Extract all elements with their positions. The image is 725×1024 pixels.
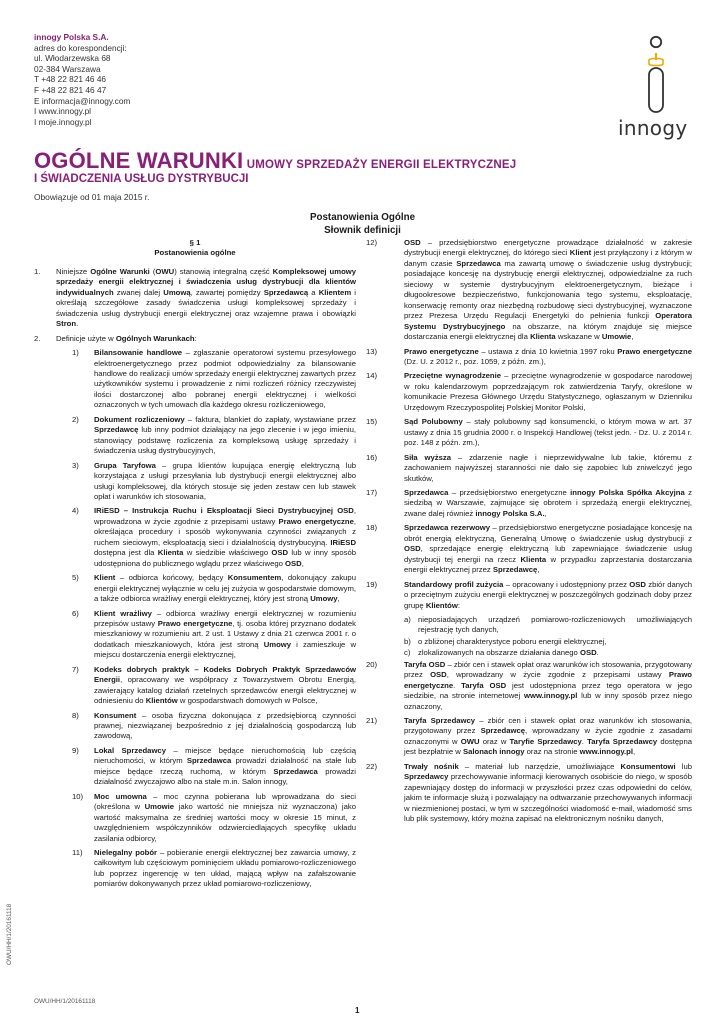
document-title [34, 148, 516, 185]
page-number: 1 [355, 1006, 360, 1015]
paragraph-text: Lokal Sprzedawcy – miejsce będące nieruchomością lub częścią nieruchomości, w którym Sprzedawca prowadzi działalność na stałe lub miejsce będące rzeczą ruchomą, w którym Sprzedawca prowadzi działalność zwyczajowo albo na stałe m.in. Salon innogy, [94, 745, 357, 787]
address-line: adres do korespondencji: [34, 42, 127, 53]
heading-definitions: Słownik definicji [324, 225, 401, 236]
paragraph [56, 609, 356, 661]
side-document-code: OWU/HH/1/20161118 [6, 903, 13, 965]
paragraph-text: OSD – przedsiębiorstwo energetyczne prowadzące działalność w zakresie dystrybucji energii elektrycznej, do którego sieci Klient jest przyłączony i z którym w danym czasie Sprzedawca ma zawartą umowę o świadczenie usług dystrybucji; posiadające koncesję na dystrybucję energii elektrycznej, odpowiedzialne za ruch sieciowy w systemie dystrybucyjnym elektroenergetycznym, bieżące i długookresowe bezpieczeństwo, funkcjonowania tego systemu, eksploatację, konserwację remonty oraz niezbędną rozbudowę sieci dystrybucyjnej, wyznaczone przez Prezesa Urzędu Regulacji Energetyki do pełnienia funkcji Operatora Systemu Dystrybucyjnego na obszarze, na którym znajduje się miejsce dostarczania energii elektrycznej dla Klienta wskazane w Umowie, [404, 238, 693, 342]
left-paragraphs [34, 267, 356, 890]
logo-mark-icon [616, 34, 696, 116]
address-line: I www.innogy.pl [34, 106, 92, 117]
paragraph [56, 848, 356, 890]
paragraph-number: b) [404, 636, 411, 646]
paragraph [404, 615, 692, 636]
paragraph-text: Definicje użyte w Ogólnych Warunkach: [56, 333, 197, 343]
paragraph [366, 523, 692, 575]
column-right [366, 238, 692, 829]
paragraph [366, 660, 692, 712]
paragraph [56, 506, 356, 569]
paragraph-text: Sprzedawca – przedsiębiorstwo energetyczne innogy Polska Spółka Akcyjna z siedzibą w Warszawie, zajmujące się obrotem i sprzedażą energii elektrycznej, zwane dalej również innogy Polska S.A., [404, 487, 692, 518]
innogy-logo [616, 34, 696, 144]
paragraph [56, 415, 356, 457]
paragraph-number: 7) [72, 664, 79, 674]
paragraph-number: 6) [72, 608, 79, 618]
title-sub: UMOWY SPRZEDAŻY ENERGII ELEKTRYCZNEJ [243, 159, 517, 171]
paragraph [56, 573, 356, 604]
paragraph-number: 15) [366, 417, 378, 427]
paragraph-number: 9) [72, 745, 79, 755]
paragraph [34, 334, 356, 344]
paragraph-text: Siła wyższa – zdarzenie nagłe i nieprzewidywalne lub takie, któremu z zachowaniem najwyższej staranności nie dało się zapobiec lub zniwelczyć jego skutków, [404, 452, 692, 483]
paragraph-number: 21) [366, 716, 378, 726]
paragraph [366, 580, 692, 611]
paragraph-text: Klient wrażliwy – odbiorca wrażliwy energii elektrycznej w rozumieniu przepisów ustawy Prawo energetyczne, tj. osoba której przyznano dodatek mieszkaniowy w rozumieniu art. 2 ust. 1 Ustawy z dnia 21 czerwca 2001 r. o dodatkach mieszkaniowych, która jest stroną Umowy i zamieszkuje w miejscu dostarczenia energii elektrycznej, [94, 608, 357, 660]
footer-document-code: OWU/HH/1/20161118 [34, 998, 96, 1005]
paragraph-number: 17) [366, 487, 378, 497]
paragraph-number: 5) [72, 573, 79, 583]
section-number: § 1 [189, 238, 201, 247]
address-line: F +48 22 821 46 47 [34, 84, 107, 95]
title-main: OGÓLNE WARUNKI [34, 148, 244, 173]
paragraph-number: 10) [72, 791, 84, 801]
paragraph-text: nieposiadających urządzeń pomiarowo-rozliczeniowych umożliwiających rejestrację tych danych, [418, 614, 692, 635]
section-name: Postanowienia ogólne [154, 248, 236, 258]
paragraph [56, 711, 356, 742]
paragraph [34, 267, 356, 330]
paragraph-text: Przeciętne wynagrodzenie – przeciętne wynagrodzenie w gospodarce narodowej w roku kalendarzowym poprzedzającym rok zatwierdzenia Taryfy, określone w komunikacie Prezesa Głównego Urzędu Statystycznego, ogłaszanym w Dzienniku Urzędowym Rzeczypospolitej Polskiej Monitor Polski, [404, 371, 693, 412]
paragraph-text: Standardowy profil zużycia – opracowany i udostępniony przez OSD zbiór danych o przeciętnym zużyciu energii elektrycznej w poszczególnych godzinach doby przez grupę Klientów: [404, 579, 692, 610]
paragraph-number: 19) [366, 579, 378, 589]
paragraph [366, 488, 692, 519]
paragraph-number: 1) [72, 348, 79, 358]
paragraph [56, 348, 356, 411]
paragraph-text: Grupa Taryfowa – grupa klientów kupująca energię elektryczną lub korzystająca z usługi przesyłania lub dystrybucji energii elektrycznej albo usługi kompleksowej, dla których stosuje się jeden zestaw cen lub stawek opłat i warunków ich stosowania, [94, 460, 357, 501]
paragraph-text: Nielegalny pobór – pobieranie energii elektrycznej bez zawarcia umowy, z całkowitym lub częściowym pominięciem układu pomiarowo-rozliczeniowego lub poprzez ingerencję w ten układ, mającą wpływ na zafałszowanie pomiarów dokonywanych przez układ pomiarowo-rozliczeniowy, [94, 848, 356, 889]
paragraph-text: Niniejsze Ogólne Warunki (OWU) stanowią integralną część Kompleksowej umowy sprzedaży energii elektrycznej i świadczenia usług dystrybucji dla klientów indywidualnych zwanej dalej Umową, zawartej pomiędzy Sprzedawcą a Klientem i określają szczegółowe zasady świadczenia usługi kompleksowej sprzedaży i świadczenia usług dystrybucji energii elektrycznej oraz wzajemne prawa i obowiązki Stron. [56, 266, 357, 329]
paragraph-number: 22) [366, 761, 378, 771]
paragraph [56, 461, 356, 503]
paragraph-text: Klient – odbiorca końcowy, będący Konsumentem, dokonujący zakupu energii elektrycznej wyłącznie w celu jej zużycia w gospodarstwie domowym, a także odbiorca wrażliwy energii elektrycznej, który jest stroną Umowy, [94, 573, 356, 604]
address-block [34, 32, 130, 127]
paragraph-text: o zbliżonej charakterystyce poboru energii elektrycznej, [418, 636, 607, 646]
address-line: ul. Włodarzewska 68 [34, 53, 111, 64]
paragraph-number: 11) [72, 848, 83, 858]
paragraph-text: Bilansowanie handlowe – zgłaszanie operatorowi systemu przesyłowego elektroenergetycznego przez podmiot odpowiedzialny za bilansowanie handlowe do realizacji umów sprzedaży energii elektrycznej zawartych przez użytkowników systemu i prowadzenie z nimi rozliczeń różnicy rzeczywistej ilości dostarczonej albo pobranej energii elektrycznej i wielkości oznaczonych w tych umowach dla każdego okresu rozliczeniowego, [94, 348, 357, 410]
heading-general-provisions: Postanowienia Ogólne [309, 212, 416, 223]
paragraph-text: Taryfa OSD – zbiór cen i stawek opłat oraz warunków ich stosowania, przygotowany przez OSD, wprowadzany w życie zgodnie z przepisami ustawy Prawo energetyczne. Taryfa OSD jest udostępniona przez tego operatora w jego siedzibie, na stronie internetowej www.innogy.pl lub w inny sposób przez niego oznaczony, [404, 659, 692, 711]
paragraph [56, 792, 356, 844]
paragraph-text: Sąd Polubowny – stały polubowny sąd konsumencki, o którym mowa w art. 37 ustawy z dnia 15 grudnia 2000 r. o Inspekcji Handlowej (tekst jedn. - Dz. U. z 2014 r. poz. 148 z późn. zm.), [404, 417, 693, 448]
right-paragraphs [366, 238, 692, 825]
paragraph-number: 4) [72, 506, 79, 516]
paragraph-number: 13) [366, 346, 378, 356]
address-line: I moje.innogy.pl [34, 116, 92, 127]
paragraph [366, 453, 692, 484]
paragraph [366, 716, 692, 758]
paragraph [404, 648, 692, 658]
paragraph-number: 8) [72, 710, 79, 720]
paragraph-number: 20) [366, 659, 378, 669]
paragraph [366, 238, 692, 343]
paragraph-text: Dokument rozliczeniowy – faktura, blankiet do zapłaty, wystawiane przez Sprzedawcę lub inny podmiot działający na jego zlecenie i w jego imieniu, stanowiący podstawę rozliczenia za kompleksową usługę sprzedaży i świadczenia usług dystrybucyjnych, [94, 414, 357, 456]
paragraph [366, 347, 692, 368]
paragraph-number: 14) [366, 371, 378, 381]
paragraph-text: zlokalizowanych na obszarze działania danego OSD. [418, 648, 599, 658]
paragraph-text: Taryfa Sprzedawcy – zbiór cen i stawek opłat oraz warunków ich stosowania, przygotowany przez Sprzedawcę, wprowadzany w życie zgodnie z zasadami oznaczonymi w OWU oraz w Taryfie Sprzedawcy. Taryfa Sprzedawcy dostępna jest bezpłatnie w Salonach innogy oraz na stronie www.innogy.pl, [404, 716, 693, 757]
address-line: T +48 22 821 46 46 [34, 74, 107, 85]
logo-wordmark: innogy [618, 116, 688, 140]
paragraph-text: IRiESD – Instrukcja Ruchu i Eksploatacji Sieci Dystrybucyjnej OSD, wprowadzona w życie zgodnie z przepisami ustawy Prawo energetyczne, określająca procedury i sposób wykonywania czynności związanych z ruchem sieciowym, eksploatacją sieci i działalnością dystrybucyjną. IRiESD dostępna jest dla Klienta w siedzibie właściwego OSD lub w inny sposób udostępniona do publicznego wglądu przez właściwego OSD, [94, 506, 356, 568]
paragraph-number: 16) [366, 452, 378, 462]
company-name: innogy Polska S.A. [34, 32, 109, 42]
paragraph [404, 637, 692, 647]
validity-date: Obowiązuje od 01 maja 2015 r. [34, 192, 150, 202]
title-line2: I ŚWIADCZENIA USŁUG DYSTRYBUCJI [34, 173, 249, 185]
paragraph-text: Kodeks dobrych praktyk – Kodeks Dobrych Praktyk Sprzedawców Energii, opracowany we współpracy z Towarzystwem Obrotu Energią, zawierający katalog działań rzetelnych sprzedawców energii elektrycznej w odniesieniu do Klientów w gospodarstwach domowych w Polsce, [94, 664, 356, 706]
paragraph-text: Moc umowna – moc czynna pobierana lub wprowadzana do sieci (określona w Umowie jako wartość nie mniejsza niż wyznaczona) jako wartość maksymalna ze średniej wartości mocy w okresie 15 minut, z uwzględnieniem współczynników odzwierciedlających specyfikę układu zasilania odbiorcy, [94, 791, 356, 843]
paragraph-number: 2. [34, 333, 41, 343]
paragraph [56, 665, 356, 707]
paragraph-number: 12) [366, 238, 378, 247]
paragraph-number: 18) [366, 523, 378, 533]
paragraph-number: 3) [72, 460, 79, 470]
column-left [34, 238, 356, 894]
paragraph-number: 1. [34, 266, 41, 276]
paragraph-text: Prawo energetyczne – ustawa z dnia 10 kwietnia 1997 roku Prawo energetyczne (Dz. U. z 2012 r., poz. 1059, z późn. zm.), [404, 346, 693, 366]
address-line: E informacja@innogy.com [34, 95, 131, 106]
paragraph-number: 2) [72, 414, 79, 424]
paragraph-number: a) [404, 614, 411, 624]
address-lines [34, 43, 130, 128]
paragraph-text: Sprzedawca rezerwowy – przedsiębiorstwo energetyczne posiadające koncesję na obrót energią elektryczną, Generalną Umowę o świadczenie usług dystrybucji z OSD, sprzedające energię elektryczną lub zapewniające świadczenie usług dystrybucji tej energii na rzecz Klienta w przypadku zaprzestania dostarczania energii elektrycznej przez Sprzedawcę, [404, 523, 692, 575]
paragraph-text: Trwały nośnik – materiał lub narzędzie, umożliwiające Konsumentowi lub Sprzedawcy przechowywanie informacji kierowanych osobiście do niego, w sposób zapewniający dostęp do informacji w przyszłości przez czas odpowiedni do celów, jakim te informacje służą i pozwalający na odtwarzanie przechowywanych informacji w niezmienionej postaci, w tym w szczególności wiadomość e-mail, wiadomość sms lub plik systemowy, który można zapisać na elektronicznym nośniku danych, [404, 761, 692, 824]
paragraph [56, 746, 356, 788]
paragraph [366, 371, 692, 413]
paragraph [366, 417, 692, 448]
paragraph-number: c) [404, 648, 411, 658]
address-line: 02-384 Warszawa [34, 63, 101, 74]
paragraph [366, 762, 692, 825]
paragraph-text: Konsument – osoba fizyczna dokonująca z przedsiębiorcą czynności prawnej, niezwiązanej bezpośrednio z jej działalnością gospodarczą lub zawodową, [94, 710, 356, 741]
